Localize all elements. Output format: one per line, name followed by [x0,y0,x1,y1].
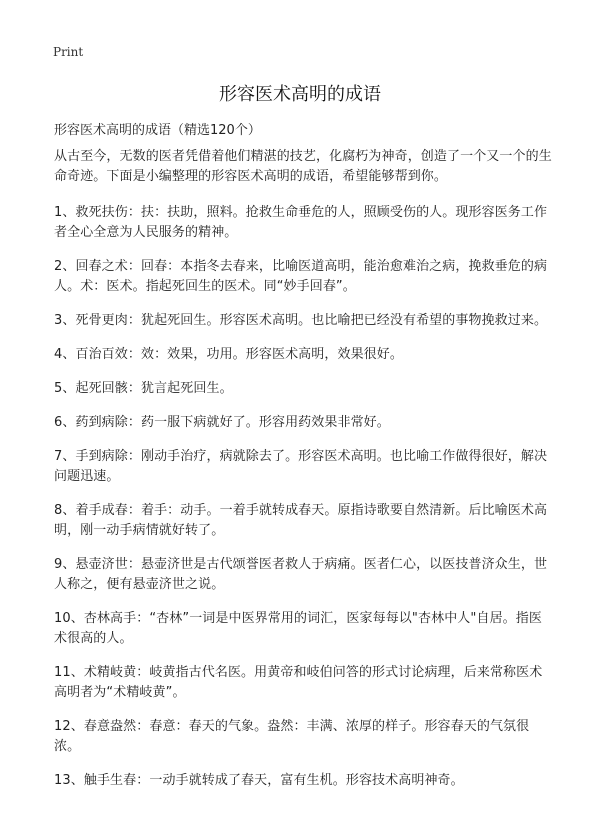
idiom-entry: 5、起死回骸：犹言起死回生。 [54,381,233,396]
article-body [54,147,554,805]
idiom-entry: 3、死骨更肉：犹起死回生。形容医术高明。也比喻把已经没有希望的事物挽救过来。 [54,313,548,328]
idiom-entry: 8、着手成春：着手：动手。一着手就转成春天。原指诗歌要自然清新。后比喻医术高明，刚一动手病情就好转了。 [54,503,548,538]
idiom-entry: 13、触手生春：一动手就转成了春天，富有生机。形容技术高明神奇。 [54,773,464,788]
idiom-entry: 4、百治百效：效：效果，功用。形容医术高明，效果很好。 [54,347,403,362]
idiom-entry: 12、春意盎然：春意：春天的气象。盎然：丰满、浓厚的样子。形容春天的气氛很浓。 [54,719,530,754]
idiom-entry: 10、杏林高手：“杏林”一词是中医界常用的词汇，医家每每以"杏林中人"自居。指医术很高的人。 [54,611,542,646]
page-title: 形容医术高明的成语 [219,84,381,105]
idiom-entry: 7、手到病除：刚动手治疗，病就除去了。形容医术高明。也比喻工作做得很好，解决问题迅速。 [54,449,548,484]
idiom-entry: 9、悬壶济世：悬壶济世是古代颂誉医者救人于病痛。医者仁心，以医技普济众生，世人称之，便有悬壶济世之说。 [54,557,548,592]
intro-paragraph: 从古至今，无数的医者凭借着他们精湛的技艺，化腐朽为神奇，创造了一个又一个的生命奇迹。下面是小编整理的形容医术高明的成语，希望能够帮到你。 [54,149,552,184]
idiom-entry: 1、救死扶伤：扶：扶助，照料。抢救生命垂危的人，照顾受伤的人。现形容医务工作者全心全意为人民服务的精神。 [54,205,548,240]
print-link[interactable]: Print [53,45,84,59]
idiom-entry: 6、药到病除：药一服下病就好了。形容用药效果非常好。 [54,415,390,430]
idiom-entry: 2、回春之术：回春：本指冬去春来，比喻医道高明，能治愈难治之病，挽救垂危的病人。术：医术。指起死回生的医术。同“妙手回春”。 [54,259,548,294]
article-subtitle: 形容医术高明的成语（精选120个） [54,123,261,138]
idiom-entry: 11、术精岐黄：岐黄指古代名医。用黄帝和岐伯问答的形式讨论病理，后来常称医术高明者为“术精岐黄”。 [54,665,543,700]
